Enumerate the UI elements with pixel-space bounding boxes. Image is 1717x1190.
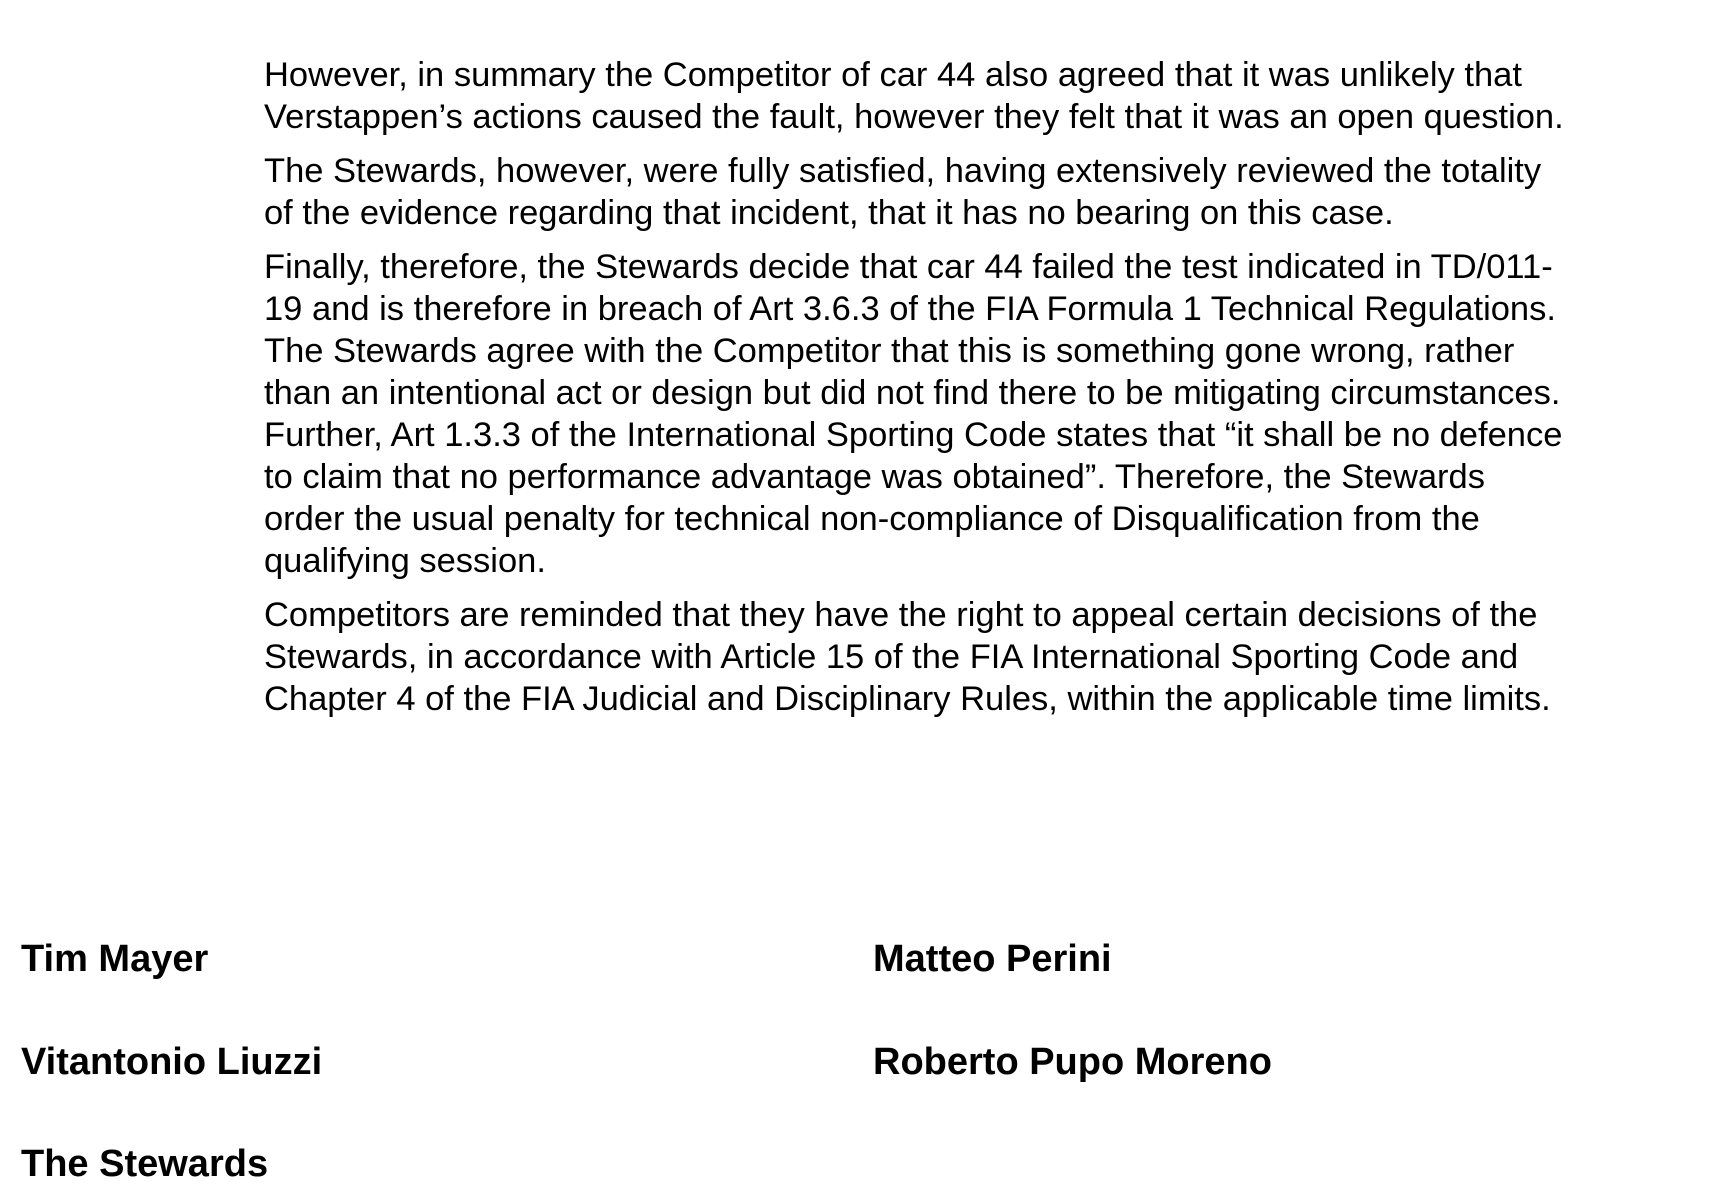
text-line: than an intentional act or design but did not find there to be mitigating circumstances. [264,374,1561,412]
text-line: The Stewards agree with the Competitor that this is something gone wrong, rather [264,332,1515,370]
text-line: The Stewards, however, were fully satisfied, having extensively reviewed the totality [264,152,1542,190]
steward-name-4: Roberto Pupo Moreno [873,1041,1272,1083]
steward-name-1: Tim Mayer [21,938,209,980]
text-line: Finally, therefore, the Stewards decide that car 44 failed the test indicated in TD/011- [264,248,1553,286]
text-line: However, in summary the Competitor of car 44 also agreed that it was unlikely that [264,56,1522,94]
paragraph-stewards-satisfied [264,150,1704,234]
text-line: 19 and is therefore in breach of Art 3.6.3 of the FIA Formula 1 Technical Regulations. [264,290,1556,328]
paragraph-decision [264,246,1704,582]
paragraph-competitor-summary [264,54,1704,138]
text-line: Further, Art 1.3.3 of the International Sporting Code states that “it shall be no defence [264,416,1563,454]
text-line: qualifying session. [264,542,546,580]
text-line: Stewards, in accordance with Article 15 of the FIA International Sporting Code and [264,638,1519,676]
text-line: Chapter 4 of the FIA Judicial and Disciplinary Rules, within the applicable time limits. [264,680,1551,718]
text-line: Competitors are reminded that they have the right to appeal certain decisions of the [264,596,1538,634]
text-line: Verstappen’s actions caused the fault, however they felt that it was an open question. [264,98,1564,136]
steward-name-2: Matteo Perini [873,938,1112,980]
stewards-signature-label: The Stewards [21,1143,269,1185]
text-line: to claim that no performance advantage was obtained”. Therefore, the Stewards [264,458,1485,496]
text-line: order the usual penalty for technical non-compliance of Disqualification from the [264,500,1480,538]
text-line: of the evidence regarding that incident, that it has no bearing on this case. [264,194,1394,232]
steward-name-3: Vitantonio Liuzzi [21,1041,323,1083]
paragraph-appeal-notice [264,594,1704,720]
decision-body [264,54,1704,732]
